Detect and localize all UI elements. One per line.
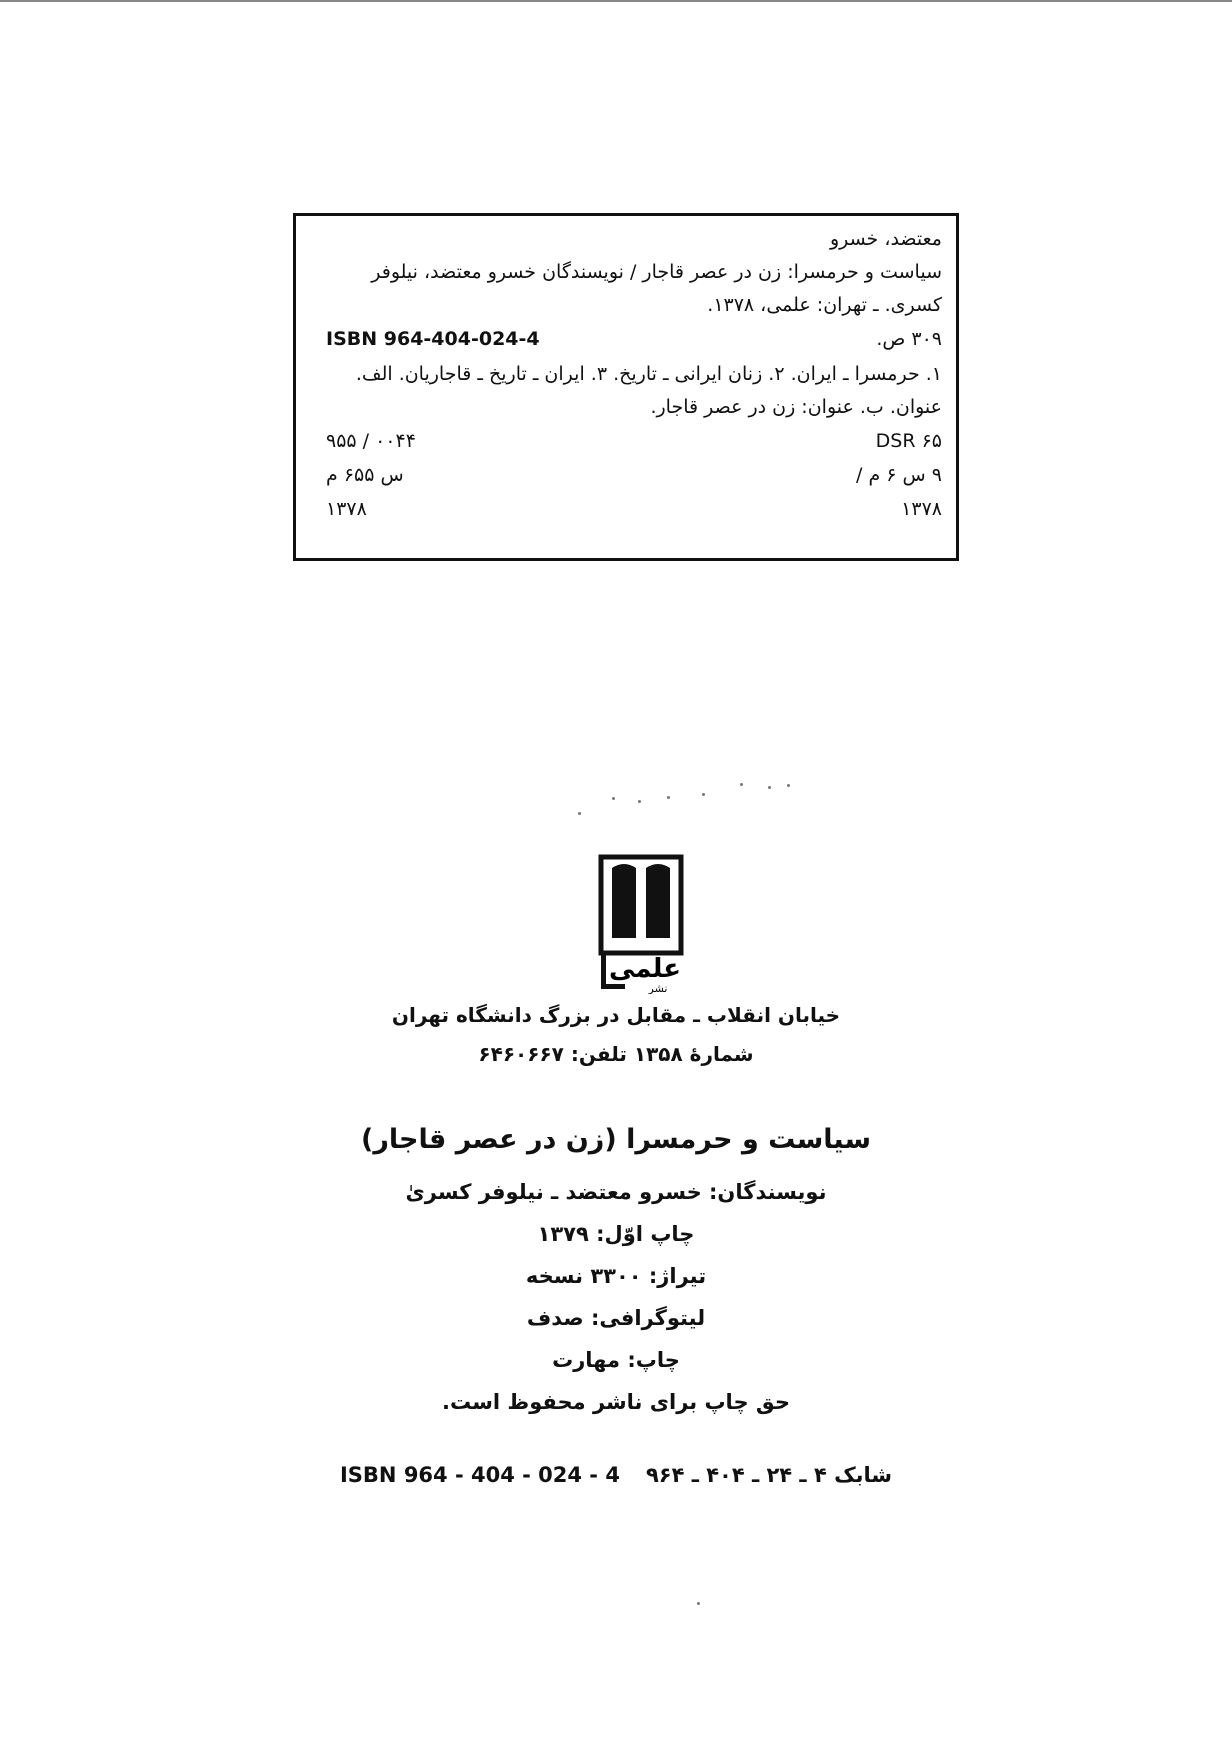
book-authors: نویسندگان: خسرو معتضد ـ نیلوفر کسریٰ xyxy=(405,1180,827,1204)
speck xyxy=(697,1602,700,1605)
book-lithography: لیتوگرافی: صدف xyxy=(526,1306,706,1330)
catalog-class-right-1: DSR ۶۵ xyxy=(875,430,942,452)
catalog-class-right-3: ۱۳۷۸ xyxy=(901,498,942,520)
publisher-logo xyxy=(598,854,684,994)
speck xyxy=(638,800,641,803)
catalog-author: معتضد، خسرو xyxy=(829,228,942,250)
catalog-pages: ۳۰۹ ص. xyxy=(876,328,942,350)
speck xyxy=(740,783,743,786)
isbn-footer xyxy=(0,1463,1232,1487)
speck xyxy=(578,812,581,815)
speck xyxy=(768,786,771,789)
catalog-class-left-1: ۹۵۵ / ۰۰۴۴ xyxy=(326,430,416,452)
speck xyxy=(667,796,670,799)
catalog-title-line-2: کسری. ـ تهران: علمی، ۱۳۷۸. xyxy=(707,294,942,316)
isbn-footer-latin: ISBN 964 - 404 - 024 - 4 xyxy=(339,1463,620,1487)
logo-subtext: نشر xyxy=(648,982,668,994)
book-circulation: تیراژ: ۳۳۰۰ نسخه xyxy=(525,1264,707,1288)
speck xyxy=(787,784,790,787)
top-edge-rule xyxy=(0,0,1232,2)
catalog-subjects-line-1: ۱. حرمسرا ـ ایران. ۲. زنان ایرانی ـ تاریخ. ۳. ایران ـ تاریخ ـ قاجاریان. الف. xyxy=(355,363,942,385)
speck xyxy=(612,797,615,800)
catalog-subjects-line-2: عنوان. ب. عنوان: زن در عصر قاجار. xyxy=(650,396,942,418)
catalog-isbn: ISBN 964-404-024-4 xyxy=(326,328,540,350)
book-copyright: حق چاپ برای ناشر محفوظ است. xyxy=(442,1390,790,1414)
catalog-card xyxy=(293,213,959,561)
book-first-print: چاپ اوّل: ۱۳۷۹ xyxy=(537,1222,695,1246)
catalog-class-right-2: ۹ س ۶ م / xyxy=(856,464,942,486)
publisher-phone: شمارهٔ ۱۳۵۸ تلفن: ۶۴۶۰۶۶۷ xyxy=(478,1042,754,1066)
catalog-class-left-3: ۱۳۷۸ xyxy=(326,498,367,520)
speck xyxy=(702,793,705,796)
catalog-class-left-2: س ۶۵۵ م xyxy=(326,464,404,486)
logo-text: علمی xyxy=(608,954,682,984)
catalog-title-line-1: سیاست و حرمسرا: زن در عصر قاجار / نویسندگان خسرو معتضد، نیلوفر xyxy=(371,261,942,283)
isbn-footer-persian: شابک ۴ ـ ۲۴ ـ ۴۰۴ ـ ۹۶۴ xyxy=(645,1463,893,1487)
book-title: سیاست و حرمسرا (زن در عصر قاجار) xyxy=(361,1124,871,1155)
book-printing: چاپ: مهارت xyxy=(552,1348,680,1372)
publisher-address: خیابان انقلاب ـ مقابل در بزرگ دانشگاه تهران xyxy=(391,1003,841,1027)
